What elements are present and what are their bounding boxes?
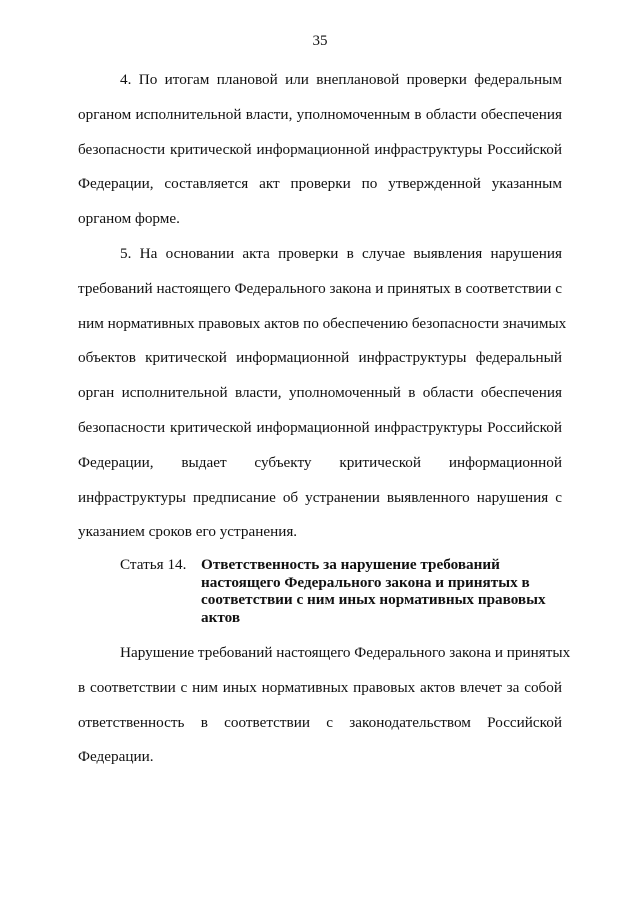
paragraph-line: органом форме. <box>78 210 180 228</box>
paragraph-5 <box>78 237 567 550</box>
paragraph-line: безопасности критической информационной инфраструктуры Российской <box>78 418 562 436</box>
article-title-line: настоящего Федерального закона и принятых в <box>201 573 530 591</box>
paragraph-line: орган исполнительной власти, уполномоченный в области обеспечения <box>78 384 562 402</box>
paragraph-line: объектов критической информационной инфраструктуры федеральный <box>78 349 562 367</box>
paragraph-line: органом исполнительной власти, уполномоченным в области обеспечения <box>78 105 562 123</box>
paragraph-line: Федерации. <box>78 748 154 766</box>
paragraph-line: Нарушение требований настоящего Федерального закона и принятых <box>120 644 571 661</box>
paragraph-line: требований настоящего Федерального закона и принятых в соответствии с <box>78 279 562 297</box>
paragraph-line: инфраструктуры предписание об устранении выявленного нарушения с <box>78 488 562 506</box>
paragraph-line: 4. По итогам плановой или внеплановой проверки федеральным <box>120 71 562 88</box>
paragraph-line: Федерации, выдает субъекту критической информационной <box>78 453 562 471</box>
paragraph-final <box>78 636 571 775</box>
paragraph-line: в соответствии с ним иных нормативных правовых актов влечет за собой <box>78 678 562 696</box>
article-label: Статья 14. <box>120 556 187 573</box>
paragraph-line: безопасности критической информационной инфраструктуры Российской <box>78 140 562 158</box>
article-title-line: соответствии с ним иных нормативных правовых <box>201 591 546 608</box>
article-title-line: актов <box>201 608 241 626</box>
page-number: 35 <box>312 33 328 49</box>
paragraph-4 <box>78 63 562 237</box>
paragraph-line: 5. На основании акта проверки в случае выявления нарушения <box>120 245 562 262</box>
paragraph-line: указанием сроков его устранения. <box>78 523 298 541</box>
paragraph-line: Федерации, составляется акт проверки по утвержденной указанным <box>78 175 562 193</box>
paragraph-line: ним нормативных правовых актов по обеспечению безопасности значимых <box>78 314 567 332</box>
article-title <box>201 556 561 626</box>
paragraph-line: ответственность в соответствии с законодательством Российской <box>78 713 562 731</box>
article-title-line: Ответственность за нарушение требований <box>201 556 500 573</box>
